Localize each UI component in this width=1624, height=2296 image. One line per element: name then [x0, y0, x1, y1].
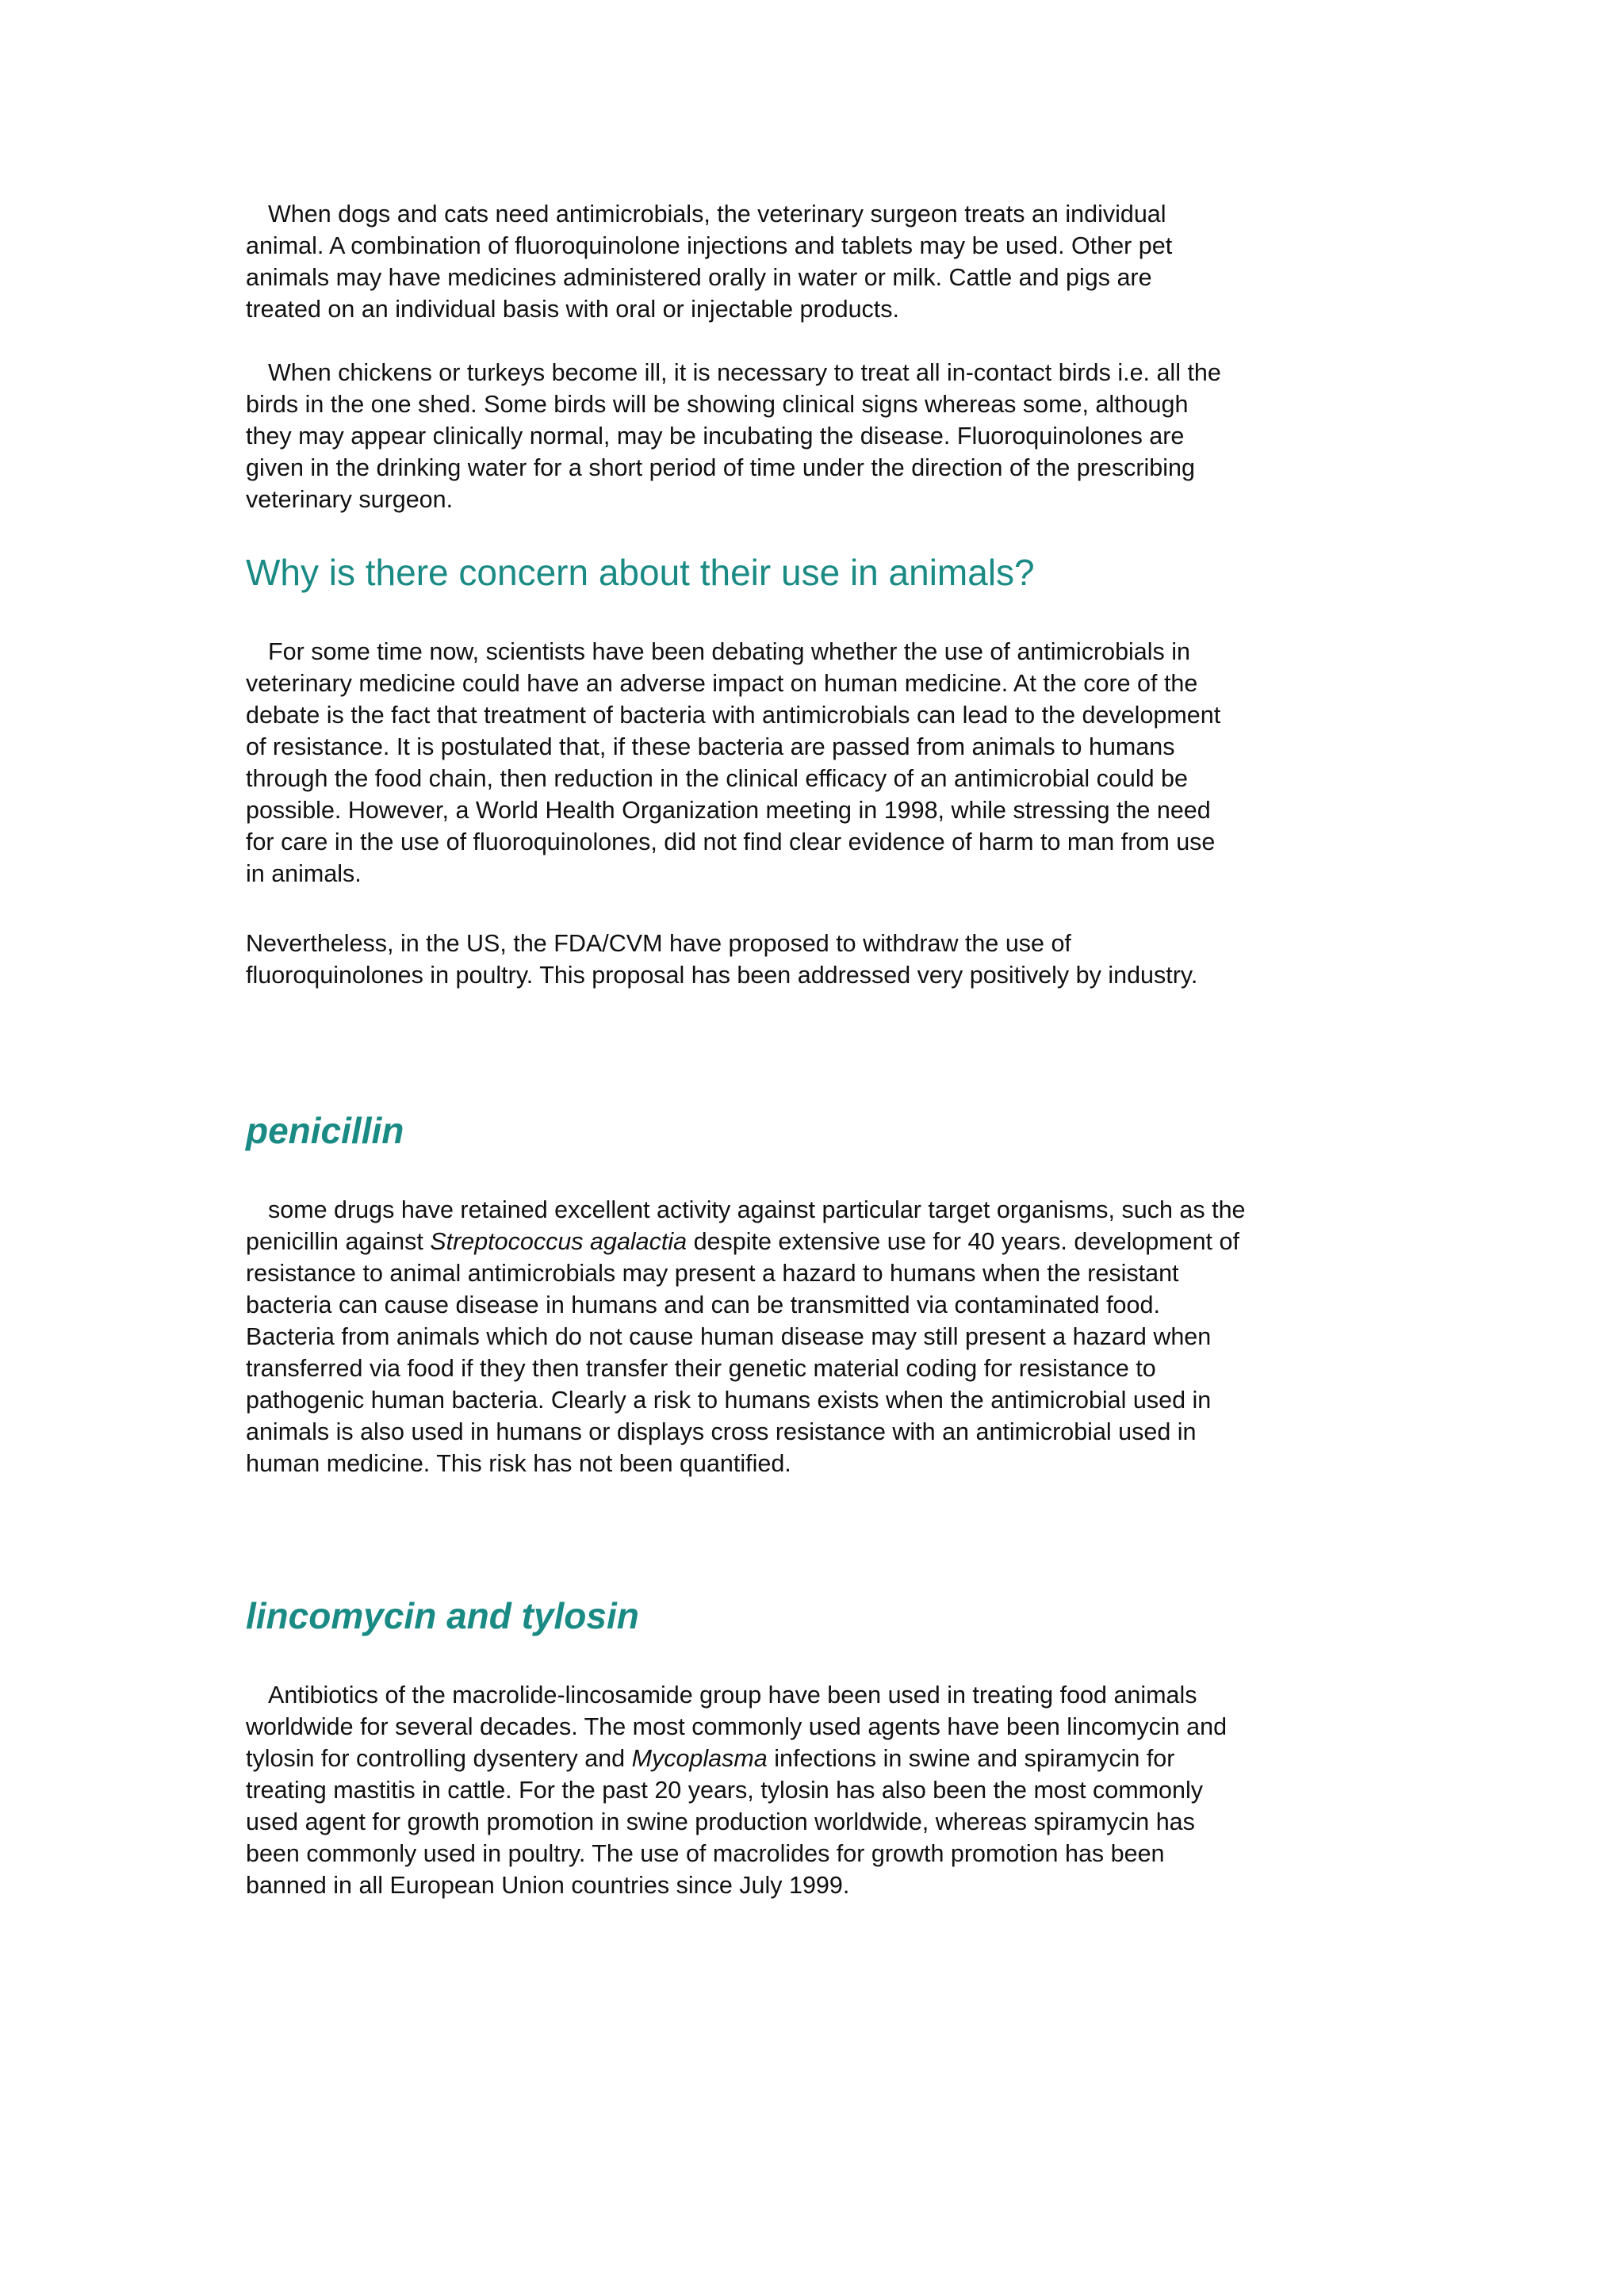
paragraph-resistance-debate: For some time now, scientists have been debating whether the use of antimicrobials in veterinary medicine could have an adverse impact on human medicine. At the core of the debate is the fact that treatment of bacteria with antimicrobials can lead to the development of resistance. It is postulated that, if these bacteria are passed from animals to humans through the food chain, then reduction in the clinical efficacy of an antimicrobial could be possible. However, a World Health Organization meeting in 1998, while stressing the need for care in the use of fluoroquinolones, did not find clear evidence of harm to man from use in animals. [246, 638, 1221, 887]
macrolides-text-b: infections in swine and spiramycin for treating mastitis in cattle. For the past 20 years, tylosin has also been the most commonly used agent for growth promotion in swine production worldwide, whereas spiramycin has been commonly used in poultry. The use of macrolides for growth promotion has been banned in all European Union countries since July 1999. [246, 1745, 1203, 1899]
macrolides-text-a: Antibiotics of the macrolide-lincosamide group have been used in treating food animals worldwide for several decades. The most commonly used agents have been lincomycin and tylosin for controlling dysentery and [246, 1682, 1228, 1772]
penicillin-text-b: despite extensive use for 40 years. development of resistance to animal antimicrobials may present a hazard to humans when the resistant bacteria can cause disease in humans and can be transmitted via contaminated food. Bacteria from animals which do not cause human disease may still present a hazard when transferred via food if they then transfer their genetic material coding for resistance to pathogenic human bacteria. Clearly a risk to humans exists when the antimicrobial used in animals is also used in humans or displays cross resistance with an antimicrobial used in human medicine. This risk has not been quantified. [246, 1228, 1239, 1477]
paragraph-poultry-treatment: When chickens or turkeys become ill, it is necessary to treat all in-contact birds i.e. all the birds in the one shed. Some birds will be showing clinical signs whereas some, although they may appear clinically normal, may be incubating the disease. Fluoroquinolones are given in the drinking water for a short period of time under the direction of the prescribing veterinary surgeon. [246, 359, 1221, 513]
paragraph-pets-treatment: When dogs and cats need antimicrobials, the veterinary surgeon treats an individual animal. A combination of fluoroquinolone injections and tablets may be used. Other pet animals may have medicines administered orally in water or milk. Cattle and pigs are treated on an individual basis with oral or injectable products. [246, 201, 1173, 323]
organism-name-mycoplasma: Mycoplasma [631, 1745, 768, 1772]
penicillin-text-a: some drugs have retained excellent activity against particular target organisms, such as the penicillin against [246, 1196, 1246, 1255]
paragraph-macrolides [246, 1679, 1227, 1901]
heading-penicillin: penicillin [246, 1110, 404, 1151]
heading-concern: Why is there concern about their use in animals? [246, 552, 1035, 593]
species-name-streptococcus: Streptococcus agalactia [430, 1228, 688, 1255]
heading-lincomycin-tylosin: lincomycin and tylosin [246, 1595, 639, 1636]
paragraph-penicillin [246, 1194, 1246, 1479]
paragraph-fda-proposal: Nevertheless, in the US, the FDA/CVM have proposed to withdraw the use of fluoroquinolones in poultry. This proposal has been addressed very positively by industry. [246, 930, 1198, 989]
